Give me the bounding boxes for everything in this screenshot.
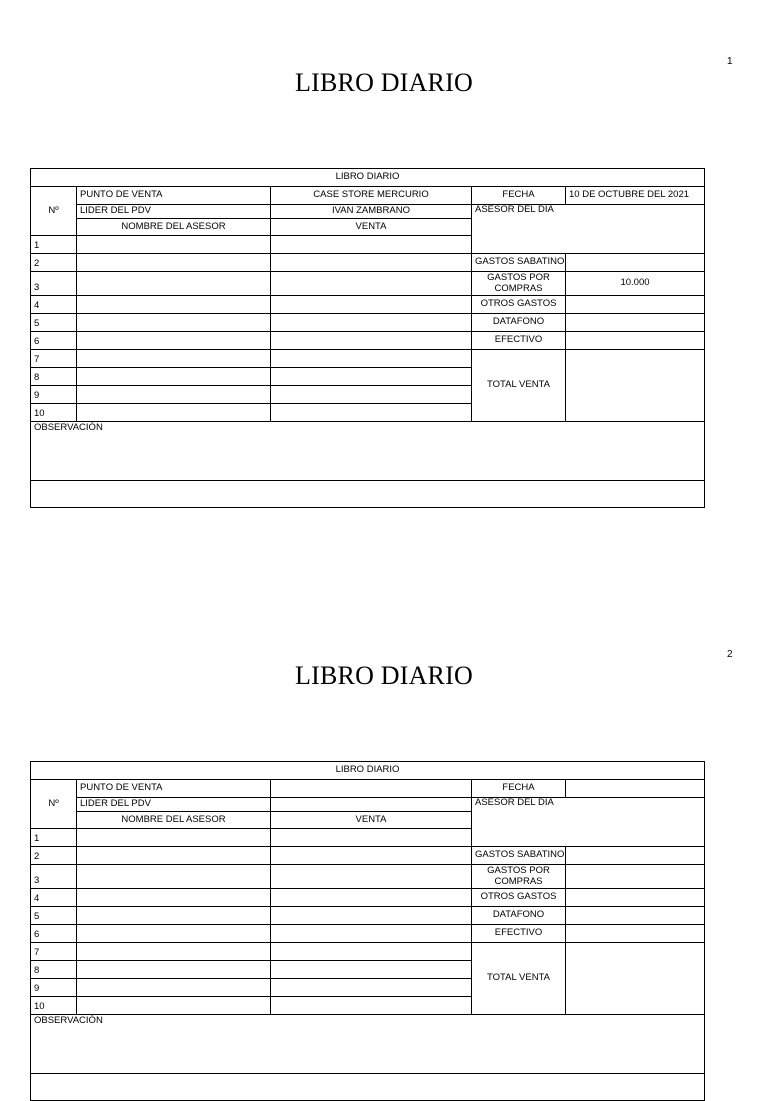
- gastos-compras-label: GASTOS POR COMPRAS: [472, 865, 566, 889]
- punto-de-venta-value: CASE STORE MERCURIO: [271, 187, 472, 205]
- footer-row: [31, 481, 705, 508]
- punto-de-venta-value: [271, 780, 472, 798]
- venta-cell: [271, 314, 472, 332]
- observacion-label: OBSERVACIÓN: [31, 422, 705, 481]
- asesor-cell: [77, 943, 271, 961]
- gastos-compras-value: [566, 865, 705, 889]
- asesor-del-dia-label: ASESOR DEL DIA: [472, 205, 705, 254]
- row-number: 9: [31, 979, 77, 997]
- punto-de-venta-label: PUNTO DE VENTA: [77, 780, 271, 798]
- row-number: 9: [31, 386, 77, 404]
- asesor-cell: [77, 889, 271, 907]
- row-number: 2: [31, 254, 77, 272]
- page-number: 1: [727, 56, 733, 67]
- table-caption: LIBRO DIARIO: [31, 762, 705, 780]
- asesor-cell: [77, 997, 271, 1015]
- row-number: 6: [31, 332, 77, 350]
- efectivo-label: EFECTIVO: [472, 925, 566, 943]
- page-number: 2: [727, 649, 733, 660]
- otros-gastos-label: OTROS GASTOS: [472, 296, 566, 314]
- venta-cell: [271, 889, 472, 907]
- fecha-label: FECHA: [472, 780, 566, 798]
- row-number: 6: [31, 925, 77, 943]
- row-number: 4: [31, 889, 77, 907]
- asesor-cell: [77, 236, 271, 254]
- fecha-value: [566, 780, 705, 798]
- gastos-sabatino-value: [566, 254, 705, 272]
- row-number: 5: [31, 907, 77, 925]
- venta-cell: [271, 925, 472, 943]
- venta-cell: [271, 332, 472, 350]
- row-number: 5: [31, 314, 77, 332]
- datafono-label: DATAFONO: [472, 314, 566, 332]
- row-number: 3: [31, 865, 77, 889]
- row-number: 2: [31, 847, 77, 865]
- ledger-table: [30, 761, 705, 1101]
- venta-cell: [271, 943, 472, 961]
- row-number: 3: [31, 272, 77, 296]
- asesor-cell: [77, 847, 271, 865]
- row-number: 1: [31, 236, 77, 254]
- total-venta-label: TOTAL VENTA: [472, 350, 566, 422]
- footer-row: [31, 1074, 705, 1101]
- lider-label: LIDER DEL PDV: [77, 205, 271, 219]
- venta-cell: [271, 404, 472, 422]
- otros-gastos-label: OTROS GASTOS: [472, 889, 566, 907]
- asesor-cell: [77, 350, 271, 368]
- asesor-cell: [77, 865, 271, 889]
- nombre-asesor-label: NOMBRE DEL ASESOR: [77, 812, 271, 829]
- venta-cell: [271, 368, 472, 386]
- venta-cell: [271, 272, 472, 296]
- venta-label: VENTA: [271, 812, 472, 829]
- ledger-table: [30, 168, 705, 508]
- row-number: 8: [31, 368, 77, 386]
- venta-cell: [271, 254, 472, 272]
- row-number: 4: [31, 296, 77, 314]
- datafono-value: [566, 314, 705, 332]
- fecha-label: FECHA: [472, 187, 566, 205]
- total-venta-label: TOTAL VENTA: [472, 943, 566, 1015]
- otros-gastos-value: [566, 889, 705, 907]
- number-header: Nº: [31, 187, 77, 236]
- venta-cell: [271, 865, 472, 889]
- asesor-cell: [77, 272, 271, 296]
- fecha-value: 10 DE OCTUBRE DEL 2021: [566, 187, 705, 205]
- total-venta-value: [566, 350, 705, 422]
- venta-label: VENTA: [271, 219, 472, 236]
- venta-cell: [271, 979, 472, 997]
- lider-value: [271, 798, 472, 812]
- nombre-asesor-label: NOMBRE DEL ASESOR: [77, 219, 271, 236]
- asesor-cell: [77, 404, 271, 422]
- asesor-cell: [77, 332, 271, 350]
- asesor-cell: [77, 254, 271, 272]
- row-number: 10: [31, 997, 77, 1015]
- asesor-cell: [77, 368, 271, 386]
- total-venta-value: [566, 943, 705, 1015]
- efectivo-value: [566, 332, 705, 350]
- venta-cell: [271, 847, 472, 865]
- venta-cell: [271, 296, 472, 314]
- row-number: 10: [31, 404, 77, 422]
- gastos-compras-value: 10.000: [566, 272, 705, 296]
- gastos-sabatino-label: GASTOS SABATINO: [472, 254, 566, 272]
- asesor-cell: [77, 314, 271, 332]
- table-caption: LIBRO DIARIO: [31, 169, 705, 187]
- asesor-cell: [77, 961, 271, 979]
- asesor-cell: [77, 829, 271, 847]
- number-header: Nº: [31, 780, 77, 829]
- otros-gastos-value: [566, 296, 705, 314]
- asesor-cell: [77, 386, 271, 404]
- asesor-cell: [77, 925, 271, 943]
- punto-de-venta-label: PUNTO DE VENTA: [77, 187, 271, 205]
- asesor-cell: [77, 979, 271, 997]
- venta-cell: [271, 961, 472, 979]
- venta-cell: [271, 386, 472, 404]
- venta-cell: [271, 829, 472, 847]
- lider-label: LIDER DEL PDV: [77, 798, 271, 812]
- efectivo-label: EFECTIVO: [472, 332, 566, 350]
- asesor-cell: [77, 296, 271, 314]
- observacion-label: OBSERVACIÓN: [31, 1015, 705, 1074]
- efectivo-value: [566, 925, 705, 943]
- page-title: LIBRO DIARIO: [295, 68, 473, 97]
- venta-cell: [271, 997, 472, 1015]
- page-title: LIBRO DIARIO: [295, 661, 473, 690]
- datafono-value: [566, 907, 705, 925]
- venta-cell: [271, 236, 472, 254]
- row-number: 1: [31, 829, 77, 847]
- asesor-del-dia-label: ASESOR DEL DIA: [472, 798, 705, 847]
- row-number: 7: [31, 350, 77, 368]
- gastos-sabatino-value: [566, 847, 705, 865]
- venta-cell: [271, 350, 472, 368]
- venta-cell: [271, 907, 472, 925]
- gastos-compras-label: GASTOS POR COMPRAS: [472, 272, 566, 296]
- asesor-cell: [77, 907, 271, 925]
- row-number: 8: [31, 961, 77, 979]
- lider-value: IVAN ZAMBRANO: [271, 205, 472, 219]
- datafono-label: DATAFONO: [472, 907, 566, 925]
- row-number: 7: [31, 943, 77, 961]
- gastos-sabatino-label: GASTOS SABATINO: [472, 847, 566, 865]
